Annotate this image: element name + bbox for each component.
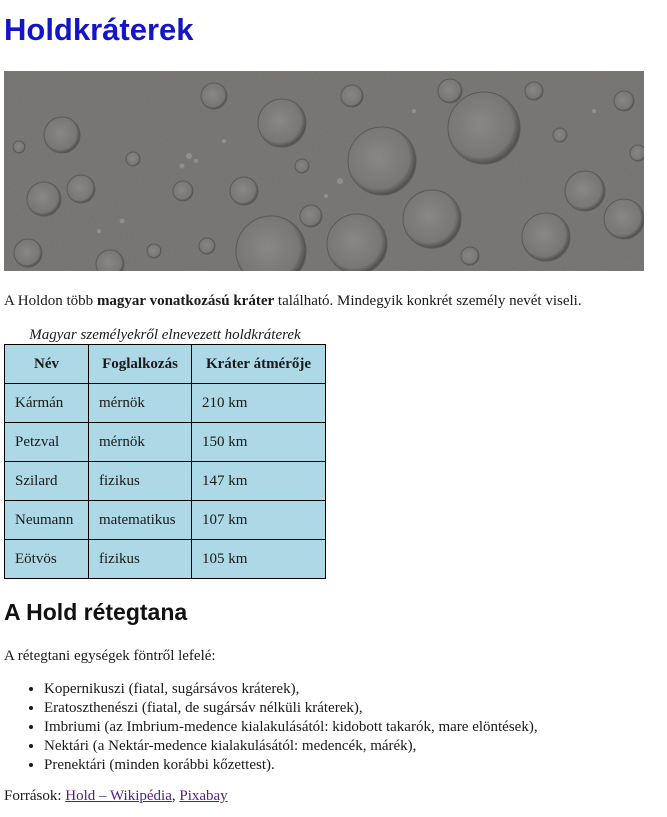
cell-diameter: 105 km [192,540,326,579]
sources-line [4,786,228,806]
cell-name: Kármán [5,384,89,423]
cell-occupation: fizikus [89,540,192,579]
intro-text-before: A Holdon több [4,293,97,309]
table-row [5,462,326,501]
cell-occupation: mérnök [89,384,192,423]
list-item: • Imbriumi (az Imbrium-medence kialakulásától: kidobott takarók, mare elöntések), [44,718,538,737]
header-diameter: Kráter átmérője [192,345,326,384]
wikipedia-link[interactable]: Hold – Wikipédia [65,788,172,804]
table-row [5,384,326,423]
cell-diameter: 150 km [192,423,326,462]
table-caption: Magyar személyekről elnevezett holdkráterek [29,327,301,343]
table-row [5,423,326,462]
list-item: • Kopernikuszi (fiatal, sugársávos kráterek), [44,680,538,699]
moon-craters-image [4,71,644,271]
cell-occupation: matematikus [89,501,192,540]
header-occupation: Foglalkozás [89,345,192,384]
list-item: • Nektári (a Nektár-medence kialakulásától: medencék, márék), [44,737,538,756]
cell-diameter: 107 km [192,501,326,540]
sources-separator: , [171,788,176,804]
table-row [5,501,326,540]
intro-paragraph [4,291,582,311]
cell-name: Neumann [5,501,89,540]
cell-occupation: fizikus [89,462,192,501]
table-header-row [5,345,326,384]
strata-intro: A rétegtani egységek föntről lefelé: [4,648,216,664]
intro-text-after: található. Mindegyik konkrét személy nevét viseli. [274,293,582,309]
strata-list [4,680,538,775]
cell-name: Eötvös [5,540,89,579]
cell-diameter: 210 km [192,384,326,423]
page-title: Holdkráterek [4,12,194,47]
pixabay-link[interactable]: Pixabay [179,788,228,804]
cell-occupation: mérnök [89,423,192,462]
table-row [5,540,326,579]
strata-heading: A Hold rétegtana [4,599,188,625]
cell-name: Szilard [5,462,89,501]
cell-diameter: 147 km [192,462,326,501]
cell-name: Petzval [5,423,89,462]
list-item: • Prenektári (minden korábbi kőzettest). [44,756,538,775]
list-item: • Eratoszthenészi (fiatal, de sugársáv nélküli kráterek), [44,699,538,718]
intro-bold-text: magyar vonatkozású kráter [96,293,275,309]
craters-table [4,344,326,579]
sources-label: Források: [4,788,62,804]
header-name: Név [5,345,89,384]
